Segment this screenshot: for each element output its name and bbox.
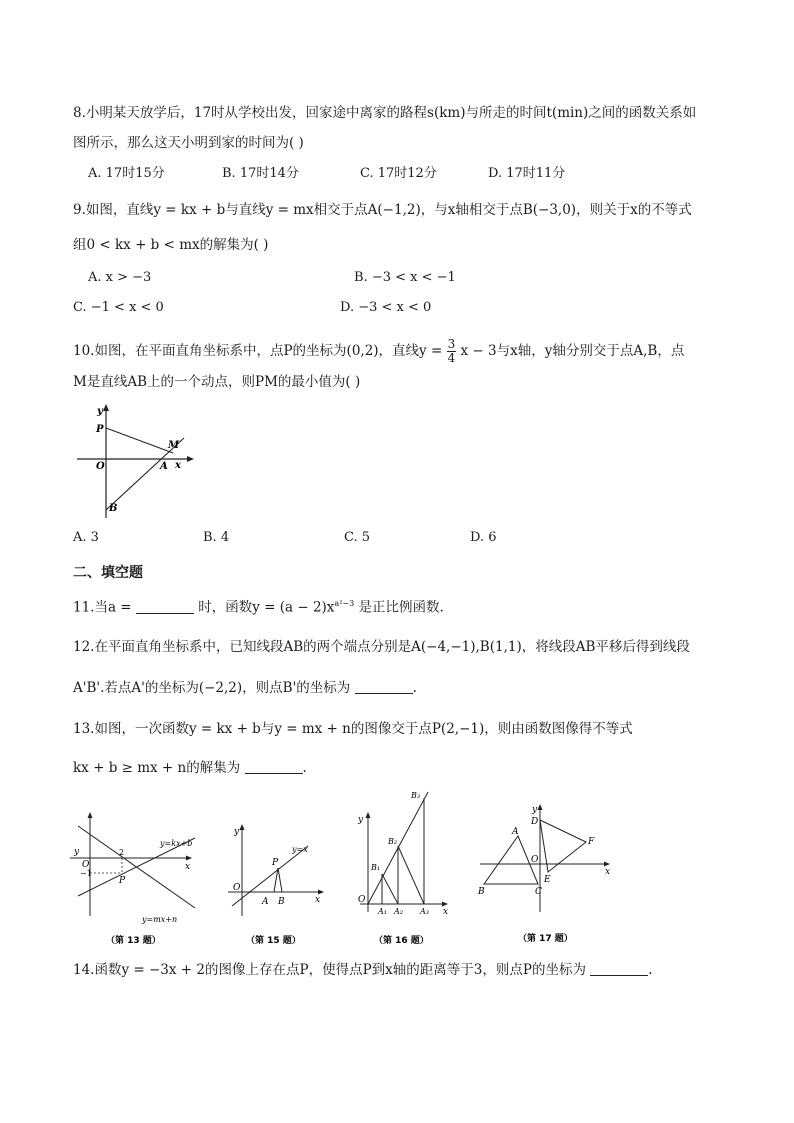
fig16-label-x: x	[443, 907, 449, 917]
fig16-label-B1: B₁	[371, 863, 381, 872]
q11-start: 11.当a =	[73, 599, 132, 616]
fig13-label-2: 2	[119, 848, 125, 857]
fig13-caption: （第 13 题）	[106, 936, 161, 946]
q10-label-B: B	[109, 503, 118, 514]
fig17-label-A: A	[512, 827, 519, 837]
fig17-label-E: E	[544, 875, 551, 885]
q11-exponent: a²−3	[334, 599, 355, 608]
q10-label-P: P	[96, 424, 104, 435]
q8-option-a: A. 17时15分	[88, 166, 165, 181]
fig15-caption: （第 15 题）	[246, 936, 301, 946]
q10-label-x: x	[175, 460, 181, 471]
fig16-label-A1: A₁	[378, 907, 387, 916]
fig17-label-F: F	[588, 837, 595, 847]
section-heading: 二、填空题	[73, 565, 143, 581]
q9-option-d: D. −3 < x < 0	[340, 300, 432, 315]
q10-line1-end: x − 3与x轴，y轴分别交于点A,B，点	[460, 343, 685, 359]
figure-16	[357, 791, 448, 946]
q10-option-c: C. 5	[344, 530, 371, 545]
q10-label-y: y	[97, 406, 103, 417]
q11-end: 是正比例函数.	[358, 599, 444, 616]
q10-frac-num: 3	[447, 337, 456, 351]
q10-label-M: M	[168, 440, 180, 451]
q10-fraction	[447, 338, 457, 365]
q8-line1: 8.小明某天放学后，17时从学校出发，回家途中离家的路程s(km)与所走的时间t(min)之间的函数关系如	[73, 105, 697, 121]
figure-13	[70, 812, 195, 946]
q13-answer-blank	[245, 759, 303, 774]
q14-start: 14.函数y = −3x + 2的图像上存在点P，使得点P到x轴的距离等于3，则点P的坐标为	[73, 962, 586, 978]
fig17-label-x: x	[605, 867, 611, 877]
fig13-label-x: x	[185, 862, 191, 872]
fig17-label-y: y	[532, 805, 538, 815]
fig15-label-B: B	[278, 897, 285, 907]
fig16-label-y: y	[358, 815, 364, 825]
q10-option-b: B. 4	[203, 530, 230, 545]
fig16-label-A3: A₃	[420, 907, 429, 916]
fig16-label-B3: B₃	[411, 791, 421, 800]
q10-line2: M是直线AB上的一个动点，则PM的最小值为( )	[73, 374, 361, 390]
figures-row	[60, 786, 620, 951]
q12-line2-end: .	[412, 680, 417, 696]
q10-option-a: A. 3	[73, 530, 99, 545]
q13-line2-start: kx + b ≥ mx + n的解集为	[73, 760, 241, 776]
q10-frac-den: 4	[447, 351, 456, 365]
q11-mid: 时，函数y = (a − 2)x	[198, 599, 335, 616]
q13-line1: 13.如图，一次函数y = kx + b与y = mx + n的图像交于点P(2,−1)，则由函数图像得不等式	[73, 721, 633, 737]
fig13-label-neg1: −1	[80, 869, 92, 878]
fig15-label-y: y	[234, 827, 240, 837]
q8-option-b: B. 17时14分	[222, 166, 299, 181]
fig16-caption: （第 16 题）	[374, 936, 429, 946]
fig13-label-P: P	[119, 876, 126, 886]
fig16-label-B2: B₂	[388, 837, 398, 846]
q9-option-a: A. x > −3	[88, 270, 152, 285]
q12-line2	[73, 678, 417, 698]
q10-line1	[73, 338, 684, 365]
fig13-label-y: y	[74, 847, 80, 857]
q9-line2: 组0 < kx + b < mx的解集为( )	[73, 237, 269, 253]
q12-line1: 12.在平面直角坐标系中，已知线段AB的两个端点分别是A(−4,−1),B(1,1)，将线段AB平移后得到线段	[73, 639, 690, 655]
q12-line2-start: A'B'.若点A'的坐标为(−2,2)，则点B'的坐标为	[73, 680, 351, 696]
q11-answer-blank	[136, 599, 194, 614]
q9-option-b: B. −3 < x < −1	[354, 270, 456, 285]
fig13-label-O: O	[82, 860, 90, 870]
q8-option-c: C. 17时12分	[360, 166, 437, 181]
figure-17	[477, 804, 610, 944]
fig16-label-O: O	[358, 895, 366, 905]
fig16-label-A2: A₂	[394, 907, 403, 916]
fig15-label-P: P	[272, 858, 279, 868]
q8-option-d: D. 17时11分	[488, 166, 566, 181]
fig17-label-D: D	[531, 817, 539, 827]
q14-line	[73, 960, 653, 980]
fig13-line1: y=kx+b	[160, 839, 193, 848]
fig15-label-A: A	[262, 897, 269, 907]
q14-answer-blank	[590, 961, 648, 976]
q9-line1: 9.如图，直线y = kx + b与直线y = mx相交于点A(−1,2)，与x轴相交于点B(−3,0)，则关于x的不等式	[73, 202, 692, 218]
q10-label-O: O	[96, 461, 105, 472]
fig17-caption: （第 17 题）	[518, 934, 573, 944]
fig15-label-O: O	[233, 883, 241, 893]
q10-line1-start: 10.如图，在平面直角坐标系中，点P的坐标为(0,2)，直线y =	[73, 343, 443, 359]
q12-answer-blank	[355, 679, 413, 694]
q11-line	[73, 594, 444, 618]
fig17-label-C: C	[535, 887, 542, 897]
q10-option-d: D. 6	[470, 530, 497, 545]
fig15-line: y=x	[292, 845, 308, 854]
q13-line2	[73, 758, 307, 778]
fig17-label-O: O	[531, 855, 539, 865]
q14-end: .	[648, 962, 653, 978]
figure-15	[228, 824, 324, 946]
q10-figure	[72, 398, 197, 523]
fig13-line2: y=mx+n	[142, 915, 178, 924]
fig17-label-B: B	[478, 887, 485, 897]
q10-label-A: A	[160, 461, 168, 472]
fig15-label-x: x	[315, 895, 321, 905]
q8-line2: 图所示，那么这天小明到家的时间为( )	[73, 135, 304, 151]
q13-line2-end: .	[302, 760, 307, 776]
q9-option-c: C. −1 < x < 0	[73, 300, 164, 315]
